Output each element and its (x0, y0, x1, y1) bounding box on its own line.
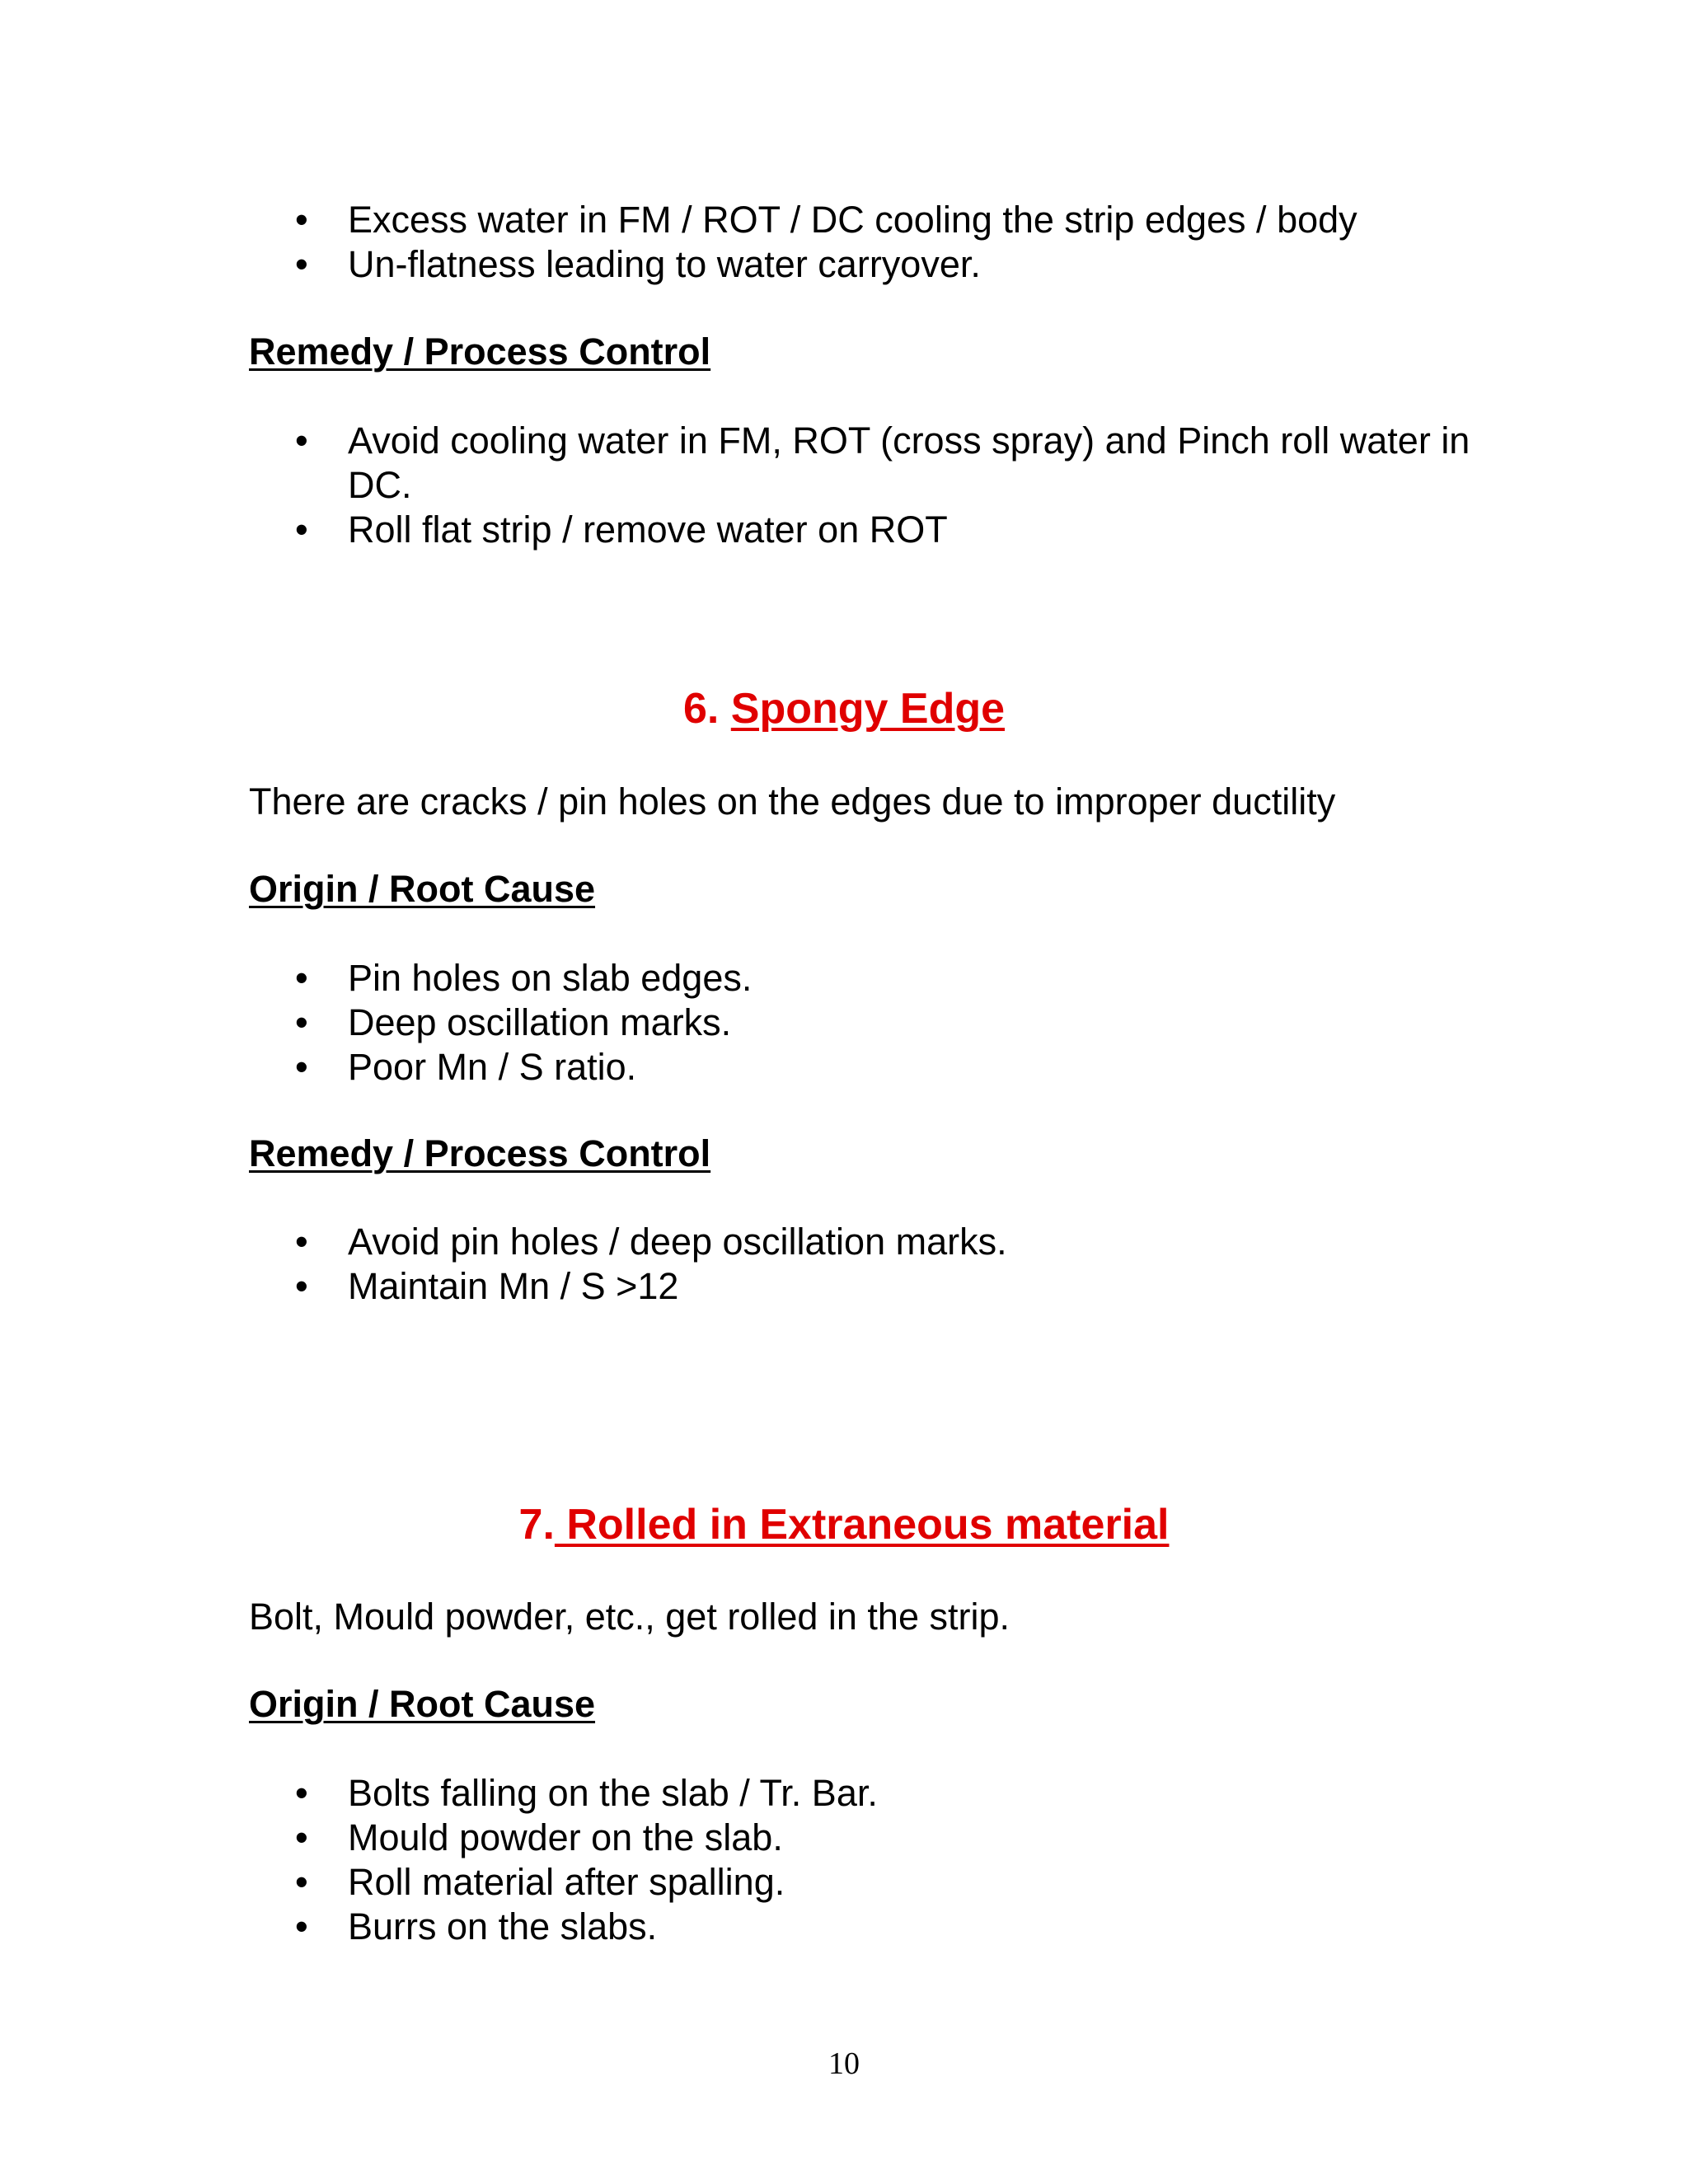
bullet-icon: • (295, 1046, 308, 1088)
remedy-bullet-list (249, 419, 1502, 552)
remedy-heading: Remedy / Process Control (249, 330, 711, 373)
section-7-origin-heading: Origin / Root Cause (249, 1683, 596, 1725)
section-7-title-text: Rolled in Extraneous material (554, 1501, 1170, 1549)
list-item: • Mould powder on the slab. (295, 1816, 783, 1858)
bullet-icon: • (295, 509, 308, 551)
list-item: • Roll material after spalling. (295, 1861, 785, 1903)
bullet-icon: • (295, 1265, 308, 1307)
section-6-origin-list (249, 956, 1502, 1090)
section-7-description: Bolt, Mould powder, etc., get rolled in the strip. (249, 1596, 1010, 1638)
bullet-icon: • (295, 243, 308, 285)
bullet-icon: • (295, 1001, 308, 1043)
bullet-icon: • (295, 1861, 308, 1903)
list-item: • Pin holes on slab edges. (295, 957, 753, 999)
section-7-number: 7. (518, 1501, 555, 1549)
list-item: • Avoid cooling water in FM, ROT (cross spray) and Pinch roll water in DC. (295, 419, 1470, 506)
list-item: • Roll flat strip / remove water on ROT (295, 509, 948, 551)
list-item: • Poor Mn / S ratio. (295, 1046, 637, 1088)
list-item: • Bolts falling on the slab / Tr. Bar. (295, 1772, 878, 1814)
list-item: • Deep oscillation marks. (295, 1001, 732, 1043)
section-6-number: 6. (682, 685, 720, 733)
intro-bullet-list (249, 198, 1502, 287)
bullet-icon: • (295, 1816, 308, 1858)
bullet-icon: • (295, 1905, 308, 1947)
section-6-remedy-list (249, 1220, 1502, 1309)
list-item: • Un-flatness leading to water carryover. (295, 243, 981, 285)
bullet-icon: • (295, 1772, 308, 1814)
list-item: • Burrs on the slabs. (295, 1905, 658, 1947)
bullet-icon: • (295, 957, 308, 999)
page-number: 10 (828, 2046, 860, 2081)
list-item: • Avoid pin holes / deep oscillation marks. (295, 1221, 1007, 1263)
section-6-origin-heading: Origin / Root Cause (249, 868, 596, 910)
section-6-title (0, 683, 1688, 734)
bullet-icon: • (295, 1221, 308, 1263)
section-6-description: There are cracks / pin holes on the edges due to improper ductility (249, 780, 1336, 823)
list-item: • Excess water in FM / ROT / DC cooling the strip edges / body (295, 199, 1357, 241)
list-item: • Maintain Mn / S >12 (295, 1265, 679, 1307)
section-6-title-text: Spongy Edge (730, 685, 1006, 733)
bullet-icon: • (295, 199, 308, 241)
section-7-title (0, 1499, 1688, 1550)
section-6-remedy-heading: Remedy / Process Control (249, 1132, 711, 1174)
bullet-icon: • (295, 419, 308, 462)
section-7-origin-list (249, 1771, 1502, 1949)
